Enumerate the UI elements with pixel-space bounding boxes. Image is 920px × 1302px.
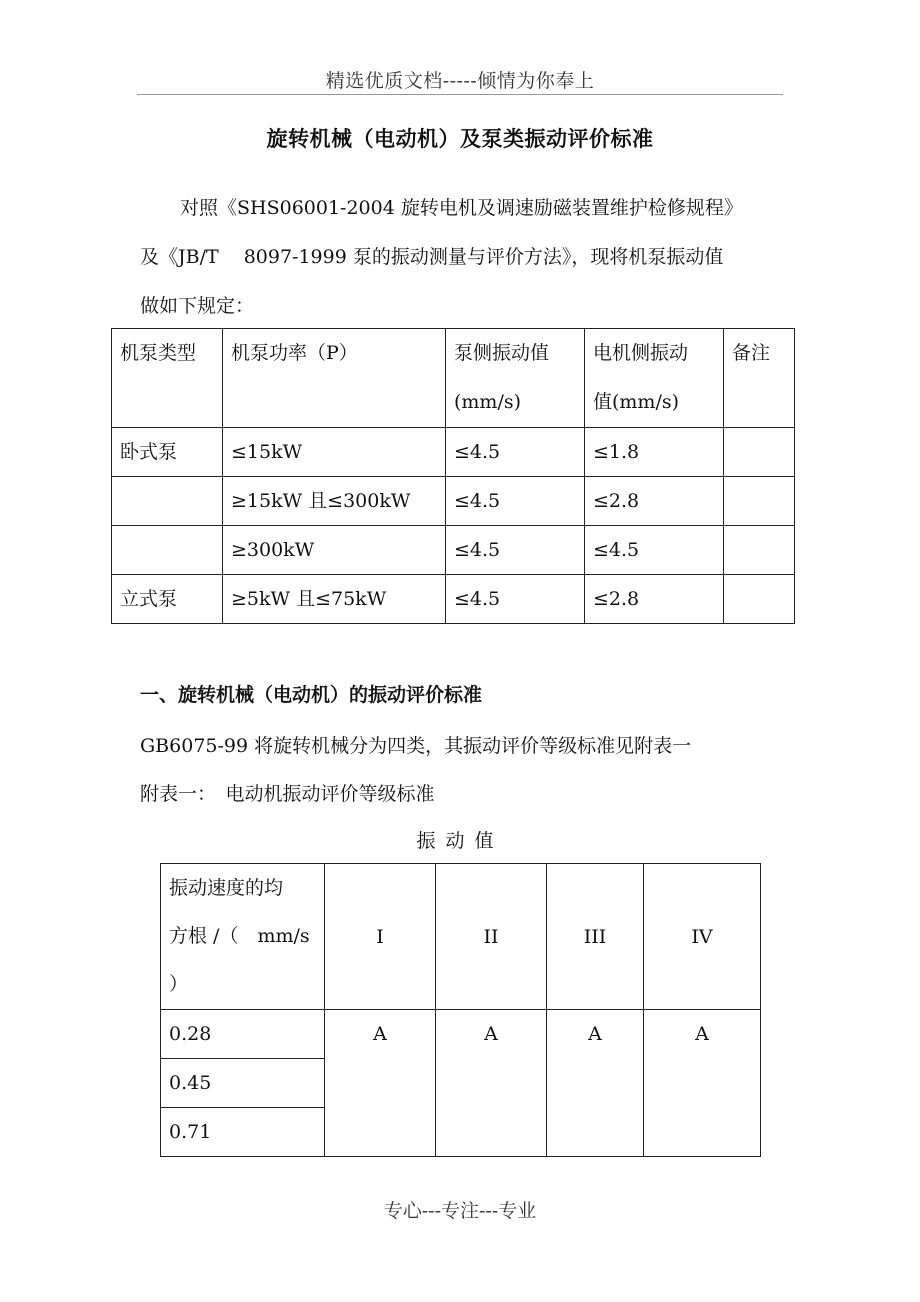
header-class-i: I (325, 864, 436, 1010)
page-header: 精选优质文档-----倾情为你奉上 (325, 70, 595, 92)
intro-paragraph (140, 184, 790, 331)
cell-rms-value: 0.71 (161, 1108, 325, 1157)
cell-rms-value: 0.28 (161, 1010, 325, 1059)
header-class-ii: II (436, 864, 547, 1010)
cell-remark (724, 526, 795, 575)
table-header-row (161, 864, 761, 1010)
cell-power: ≥5kW 且≤75kW (223, 575, 446, 624)
header-pump-power: 机泵功率（P） (223, 329, 446, 428)
document-title: 旋转机械（电动机）及泵类振动评价标准 (266, 126, 654, 151)
cell-remark (724, 575, 795, 624)
cell-rms-value: 0.45 (161, 1059, 325, 1108)
header-rms-velocity: 振动速度的均 方根 /（ mm/s ） (161, 864, 325, 1010)
cell-pump-value: ≤4.5 (446, 477, 585, 526)
cell-grade-class-iv: A (644, 1010, 761, 1157)
cell-type (112, 526, 223, 575)
table-row (112, 575, 795, 624)
cell-remark (724, 477, 795, 526)
intro-line-1: 对照《SHS06001-2004 旋转电机及调速励磁装置维护检修规程》 (180, 197, 743, 219)
cell-pump-value: ≤4.5 (446, 526, 585, 575)
table-row (112, 428, 795, 477)
cell-type: 卧式泵 (112, 428, 223, 477)
cell-pump-value: ≤4.5 (446, 575, 585, 624)
cell-power: ≥300kW (223, 526, 446, 575)
header-motor-side: 电机侧振动 值(mm/s) (585, 329, 724, 428)
header-divider (137, 94, 783, 95)
intro-line-2: 及《JB/T 8097-1999 泵的振动测量与评价方法》，现将机泵振动值 (140, 246, 724, 268)
table-caption: 振动值 (416, 830, 504, 852)
vibration-grade-table (160, 863, 761, 1157)
header-pump-type: 机泵类型 (112, 329, 223, 428)
section-heading: 一、旋转机械（电动机）的振动评价标准 (140, 684, 483, 706)
cell-type: 立式泵 (112, 575, 223, 624)
intro-line-3: 做如下规定： (140, 295, 255, 317)
header-pump-side: 泵侧振动值 (mm/s) (446, 329, 585, 428)
table-row (161, 1010, 761, 1059)
cell-power: ≥15kW 且≤300kW (223, 477, 446, 526)
appendix-label: 附表一： 电动机振动评价等级标准 (140, 783, 435, 805)
table-row (112, 477, 795, 526)
section-text: GB6075-99 将旋转机械分为四类，其振动评价等级标准见附表一 (140, 735, 692, 757)
pump-vibration-table (111, 328, 795, 624)
cell-motor-value: ≤2.8 (585, 477, 724, 526)
table-header-row (112, 329, 795, 428)
cell-motor-value: ≤1.8 (585, 428, 724, 477)
header-class-iii: III (547, 864, 644, 1010)
page-footer: 专心---专注---专业 (383, 1200, 537, 1222)
cell-power: ≤15kW (223, 428, 446, 477)
cell-type (112, 477, 223, 526)
header-remark: 备注 (724, 329, 795, 428)
cell-pump-value: ≤4.5 (446, 428, 585, 477)
cell-motor-value: ≤2.8 (585, 575, 724, 624)
cell-motor-value: ≤4.5 (585, 526, 724, 575)
cell-grade-class-iii: A (547, 1010, 644, 1157)
cell-grade-class-i: A (325, 1010, 436, 1157)
table-row (112, 526, 795, 575)
header-class-iv: IV (644, 864, 761, 1010)
cell-remark (724, 428, 795, 477)
cell-grade-class-ii: A (436, 1010, 547, 1157)
